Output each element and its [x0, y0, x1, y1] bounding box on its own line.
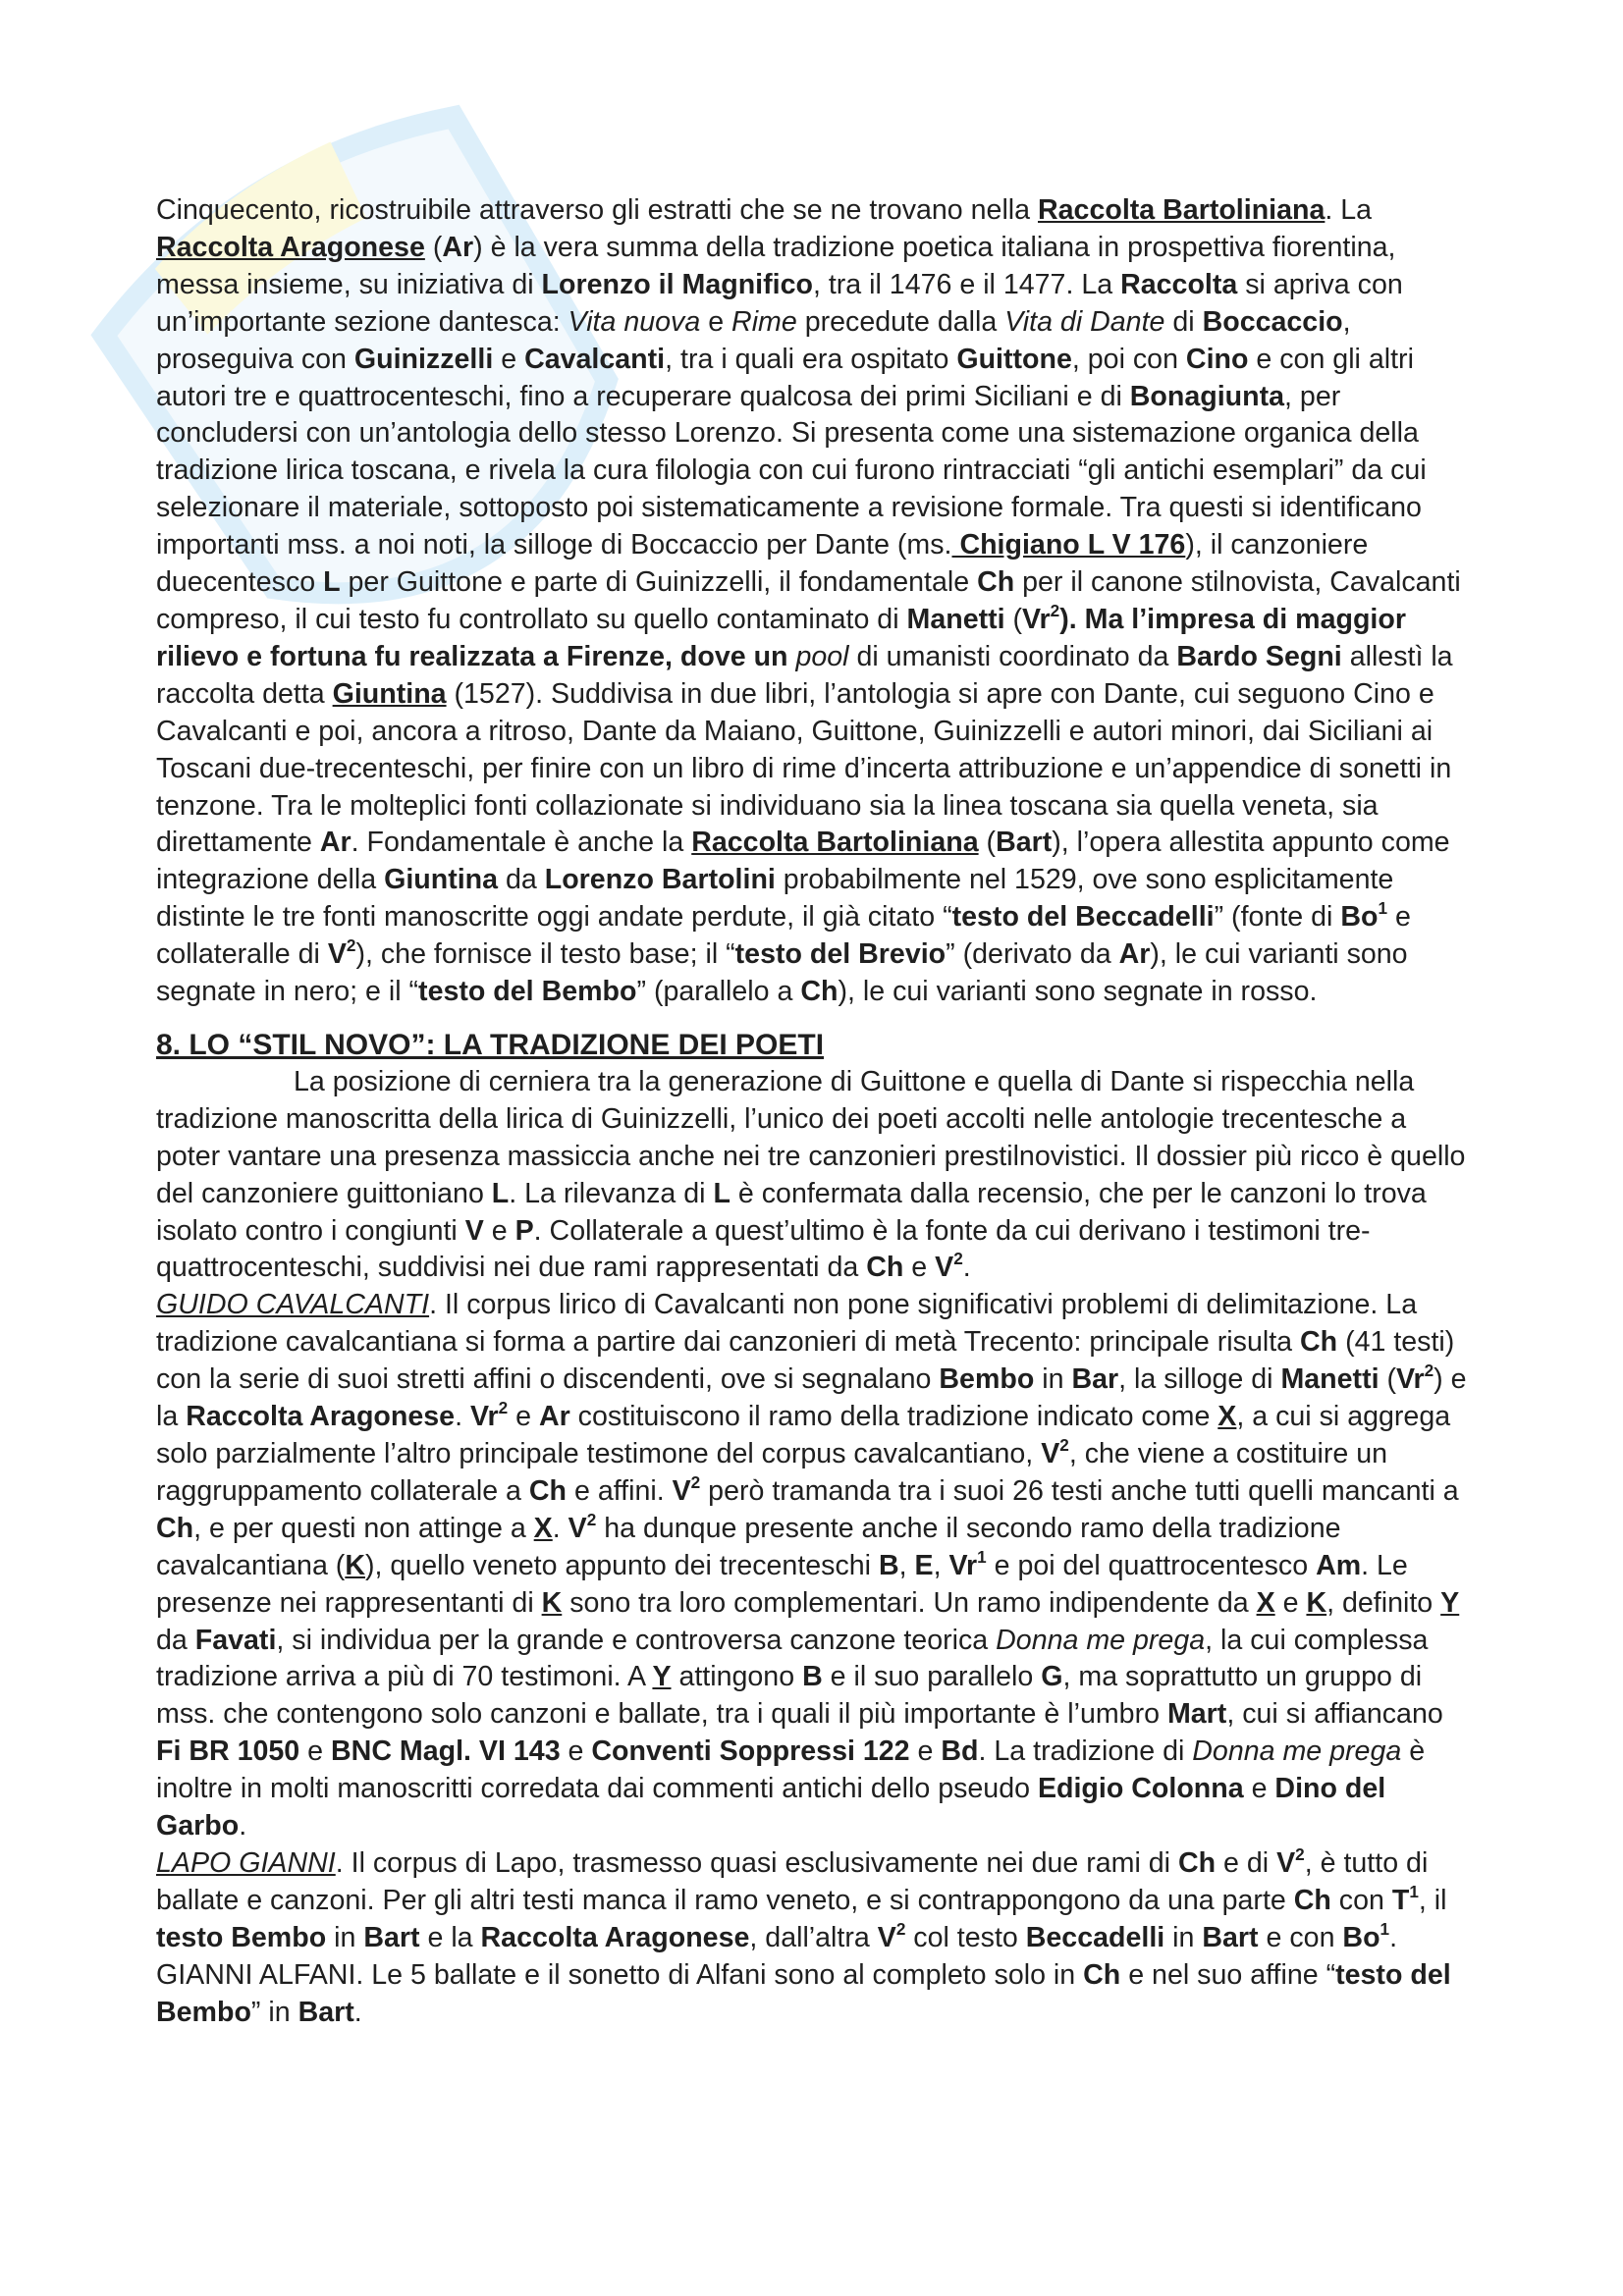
- paragraph-cavalcanti: GUIDO CAVALCANTI. Il corpus lirico di Cavalcanti non pone significativi problemi di delimitazione. La tradizione cavalcantiana si forma a partire dai canzonieri di metà Trecento: principale risulta Ch (41 testi) con la serie di suoi stretti affini o discendenti, ove si segnalano Bembo in Bar, la silloge di Manetti (Vr$^2$) e la Raccolta Aragonese. Vr$^2$ e Ar costituiscono il ramo della tradizione indicato come X, a cui si aggrega solo parzialmente l’altro principale testimone del corpus cavalcantiano, $V^2$, che viene a costituire un raggruppamento collaterale a Ch e affini. $V^2$ però tramanda tra i suoi 26 testi anche tutti quelli mancanti a Ch, e per questi non attinge a X. $V^2$ ha dunque presente anche il secondo ramo della tradizione cavalcantiana (K), quello veneto appunto dei trecenteschi B, E, Vr$^1$ e poi del quattrocentesco Am. Le presenze nei rappresentanti di K sono tra loro complementari. Un ramo indipendente da X e K, definito Y da Favati, si individua per la grande e controversa canzone teorica Donna me prega, la cui complessa tradizione arriva a più di 70 testimoni. A Y attingono B e il suo parallelo G, ma soprattutto un gruppo di mss. che contengono solo canzoni e ballate, tra i quali il più importante è l’umbro Mart, cui si affiancano Fi BR 1050 e BNC Magl. VI 143 e Conventi Soppressi 122 e Bd. La tradizione di Donna me prega è inoltre in molti manoscritti corredata dai commenti antichi dello pseudo Edigio Colonna e Dino del Garbo.: [156, 1289, 1467, 1842]
- paragraph-guinizzelli: La posizione di cerniera tra la generazione di Guittone e quella di Dante si rispecchia nella tradizione manoscritta della lirica di Guinizzelli, l’unico dei poeti accolti nelle antologie trecentesche a poter vantare una presenza massiccia anche nei tre canzonieri prestilnovistici. Il dossier più ricco è quello del canzoniere guittoniano L. La rilevanza di L è confermata dalla recensio, che per le canzoni lo trova isolato contro i congiunti V e P. Collaterale a quest’ultimo è la fonte da cui derivano i testimoni tre-quattrocenteschi, suddivisi nei due rami rappresentati da Ch e $V^2$.: [156, 1065, 1466, 1284]
- paragraph-raccolte: Cinquecento, ricostruibile attraverso gli estratti che se ne trovano nella Raccolta Bartoliniana. La Raccolta Aragonese (Ar) è la vera summa della tradizione poetica italiana in prospettiva fiorentina, messa insieme, su iniziativa di Lorenzo il Magnifico, tra il 1476 e il 1477. La Raccolta si apriva con un’importante sezione dantesca: Vita nuova e Rime precedute dalla Vita di Dante di Boccaccio, proseguiva con Guinizzelli e Cavalcanti, tra i quali era ospitato Guittone, poi con Cino e con gli altri autori tre e quattrocenteschi, fino a recuperare qualcosa dei primi Siciliani e di Bonagiunta, per concludersi con un’antologia dello stesso Lorenzo. Si presenta come una sistemazione organica della tradizione lirica toscana, e rivela la cura filologia con cui furono rintracciati “gli antichi esemplari” da cui selezionare il materiale, sottoposto poi sistematicamente a revisione formale. Tra questi si identificano importanti mss. a noi noti, la silloge di Boccaccio per Dante (ms. Chigiano L V 176), il canzoniere duecentesco L per Guittone e parte di Guinizzelli, il fondamentale Ch per il canone stilnovista, Cavalcanti compreso, il cui testo fu controllato su quello contaminato di Manetti (Vr$^2$). Ma l’impresa di maggior rilievo e fortuna fu realizzata a Firenze, dove un pool di umanisti coordinato da Bardo Segni allestì la raccolta detta Giuntina (1527). Suddivisa in due libri, l’antologia si apre con Dante, cui seguono Cino e Cavalcanti e poi, ancora a ritroso, Dante da Maiano, Guittone, Guinizzelli e autori minori, dai Siciliani ai Toscani due-trecenteschi, per finire con un libro di rime d’incerta attribuzione e un’appendice di sonetti in tenzone. Tra le molteplici fonti collazionate si individuano sia la linea toscana sia quella veneta, sia direttamente Ar. Fondamentale è anche la Raccolta Bartoliniana (Bart), l’opera allestita appunto come integrazione della Giuntina da Lorenzo Bartolini probabilmente nel 1529, ove sono esplicitamente distinte le tre fonti manoscritte oggi andate perdute, il già citato “testo del Beccadelli” (fonte di Bo$^1$ e collateralle di $V^2$), che fornisce il testo base; il “testo del Brevio” (derivato da Ar), le cui varianti sono segnate in nero; e il “testo del Bembo” (parallelo a Ch), le cui varianti sono segnate in rosso.: [156, 194, 1461, 1008]
- paragraph-lapo-gianni: LAPO GIANNI. Il corpus di Lapo, trasmesso quasi esclusivamente nei due rami di Ch e di $V^2$, è tutto di ballate e canzoni. Per gli altri testi manca il ramo veneto, e si contrappongono da una parte Ch con $T^1$, il testo Bembo in Bart e la Raccolta Aragonese, dall’altra $V^2$ col testo Beccadelli in Bart e con Bo$^1$.: [156, 1843, 1447, 1953]
- paragraph-gianni-alfani: GIANNI ALFANI. Le 5 ballate e il sonetto di Alfani sono al completo solo in Ch e nel suo affine “testo del Bembo” in Bart.: [156, 1958, 1451, 2028]
- document-body: [156, 192, 1472, 2032]
- section-heading: 8. LO “STIL NOVO”: LA TRADIZIONE DEI POETI: [156, 1028, 825, 1061]
